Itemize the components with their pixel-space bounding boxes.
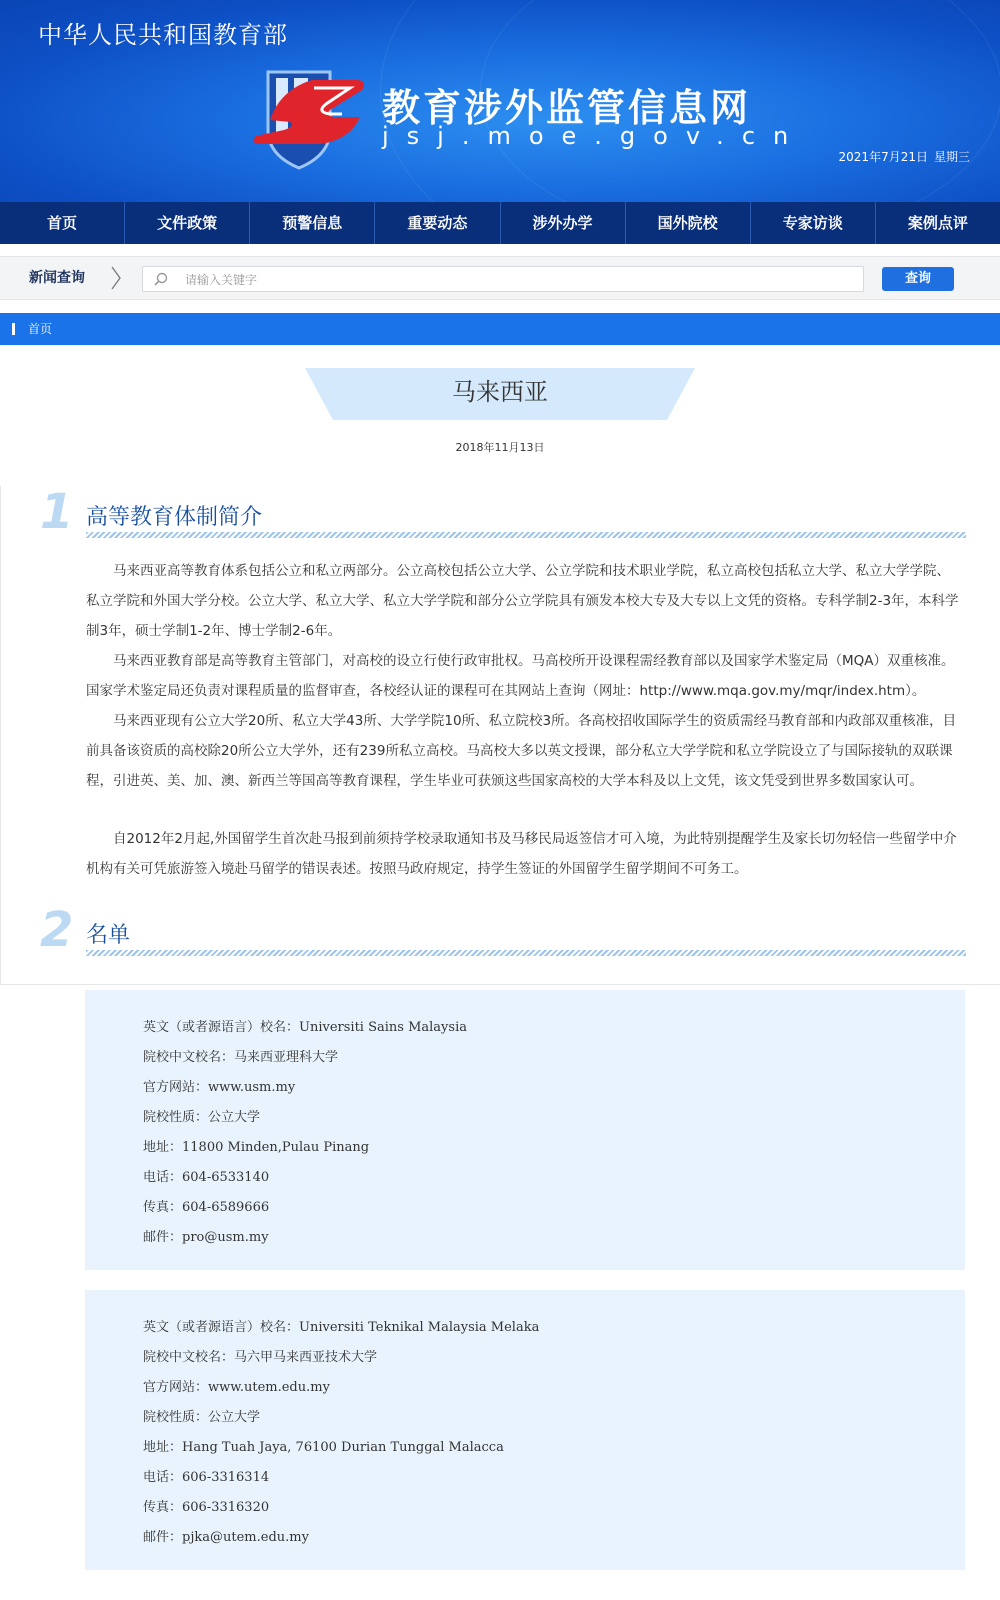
nav-expert-interviews[interactable]: 专家访谈: [751, 202, 876, 244]
school-cn-name: [143, 1046, 338, 1065]
breadcrumb-marker: [12, 323, 15, 335]
field-label: 地址：: [143, 1440, 183, 1455]
search-button[interactable]: 查询: [882, 267, 954, 291]
field-label: 邮件：: [143, 1530, 183, 1545]
school-fax: [143, 1196, 269, 1215]
school-type: [143, 1406, 260, 1425]
field-value: Universiti Teknikal Malaysia Melaka: [299, 1320, 540, 1335]
school-cn-name: [143, 1346, 377, 1365]
field-value: 604-6589666: [182, 1200, 270, 1215]
site-logo[interactable]: [250, 70, 368, 170]
article-paragraph: 马来西亚现有公立大学20所、私立大学43所、大学学院10所、私立院校3所。各高校招收国际学生的资质需经马教育部和内政部双重核准，目前具备该资质的高校除20所公立大学外，还有239所私立高校。马高校大多以英文授课，部分私立大学学院和私立学院设立了与国际接轨的双联课程，引进英、美、加、澳、新西兰等国高等教育课程，学生毕业可获颁这些国家高校的大学本科及以上文凭，该文凭受到世界多数国家认可。: [86, 713, 957, 789]
field-label: 官方网站：: [143, 1080, 209, 1095]
school-email: [143, 1526, 309, 1545]
search-input[interactable]: [183, 267, 847, 293]
field-value: 公立大学: [208, 1410, 261, 1425]
search-icon: [153, 271, 169, 287]
weekday-text: 星期三: [933, 150, 970, 164]
section-title: 高等教育体制简介: [86, 505, 263, 530]
field-label: 电话：: [143, 1470, 183, 1485]
website-link[interactable]: www.utem.edu.my: [208, 1380, 330, 1395]
school-address: [143, 1136, 369, 1155]
school-phone: [143, 1466, 269, 1485]
school-en-name: [143, 1016, 467, 1035]
ministry-name[interactable]: 中华人民共和国教育部: [38, 21, 288, 49]
nav-foreign-education[interactable]: 涉外办学: [501, 202, 626, 244]
field-value: Hang Tuah Jaya, 76100 Durian Tunggal Malacca: [182, 1440, 504, 1455]
school-en-name: [143, 1316, 539, 1335]
field-label: 院校性质：: [143, 1110, 209, 1125]
page-title-banner: [305, 368, 695, 422]
field-label: 英文（或者源语言）校名：: [143, 1020, 300, 1035]
school-email: [143, 1226, 269, 1245]
current-date: [833, 148, 970, 165]
field-value: 马来西亚理科大学: [234, 1050, 339, 1065]
section-number: 2: [40, 902, 74, 958]
field-value: 马六甲马来西亚技术大学: [234, 1350, 378, 1365]
field-label: 传真：: [143, 1200, 183, 1215]
school-website: [143, 1376, 330, 1395]
section-divider: [86, 532, 966, 538]
school-address: [143, 1436, 504, 1455]
school-type: [143, 1106, 260, 1125]
school-card: [85, 1290, 965, 1570]
nav-home[interactable]: 首页: [0, 202, 125, 244]
nav-warnings[interactable]: 预警信息: [250, 202, 375, 244]
article-paragraph: 马来西亚高等教育体系包括公立和私立两部分。公立高校包括公立大学、公立学院和技术职业学院，私立高校包括私立大学、私立大学学院、私立学院和外国大学分校。公立大学、私立大学、私立大学学院和部分公立学院具有颁发本校大专及大专以上文凭的资格。专科学制2-3年，本科学制3年，硕士学制1-2年、博士学制2-6年。: [86, 563, 959, 639]
field-value: 11800 Minden,Pulau Pinang: [182, 1140, 370, 1155]
breadcrumb: [0, 313, 1000, 345]
site-url: jsj.moe.gov.cn: [382, 122, 807, 150]
field-label: 传真：: [143, 1500, 183, 1515]
field-label: 院校中文校名：: [143, 1050, 235, 1065]
field-value: 公立大学: [208, 1110, 261, 1125]
nav-case-reviews[interactable]: 案例点评: [907, 214, 968, 232]
field-label: 英文（或者源语言）校名：: [143, 1320, 300, 1335]
search-field: [142, 266, 864, 292]
section-title: 名单: [86, 923, 131, 948]
field-value: 606-3316320: [182, 1500, 270, 1515]
field-value: 606-3316314: [182, 1470, 270, 1485]
section-number: 1: [40, 484, 74, 540]
field-label: 地址：: [143, 1140, 183, 1155]
main-nav: [0, 202, 1000, 244]
article-paragraph: 自2012年2月起,外国留学生首次赴马报到前须持学校录取通知书及马移民局返签信才可入境，为此特别提醒学生及家长切勿轻信一些留学中介机构有关可凭旅游签入境赴马留学的错误表述。按照马政府规定，持学生签证的外国留学生留学期间不可务工。: [86, 831, 957, 877]
section-divider: [86, 950, 966, 956]
chevron-right-icon: [110, 266, 122, 290]
school-phone: [143, 1166, 269, 1185]
school-fax: [143, 1496, 269, 1515]
news-search-bar: [0, 256, 1000, 300]
email-link[interactable]: pjka@utem.edu.my: [182, 1530, 309, 1545]
article-paragraph: 马来西亚教育部是高等教育主管部门，对高校的设立行使行政审批权。马高校所开设课程需经教育部以及国家学术鉴定局（MQA）双重核准。国家学术鉴定局还负责对课程质量的监督审查，各校经认证的课程可在其网站上查询（网址：http://www.mqa.gov.my/mqr/index.htm）。: [86, 653, 955, 699]
nav-policy-documents[interactable]: 文件政策: [125, 202, 250, 244]
school-card: [85, 990, 965, 1270]
breadcrumb-home[interactable]: 首页: [28, 322, 53, 336]
nav-foreign-institutions[interactable]: 国外院校: [626, 202, 751, 244]
school-website: [143, 1076, 295, 1095]
publish-date: 2018年11月13日: [455, 441, 545, 454]
news-search-label: 新闻查询: [29, 270, 85, 286]
site-title[interactable]: 教育涉外监管信息网: [382, 85, 752, 130]
field-label: 邮件：: [143, 1230, 183, 1245]
date-text: 2021年7月21日: [838, 150, 928, 164]
field-value: 604-6533140: [182, 1170, 270, 1185]
header-banner: [0, 0, 1000, 202]
nav-important-news[interactable]: 重要动态: [375, 202, 500, 244]
website-link[interactable]: www.usm.my: [208, 1080, 296, 1095]
field-label: 院校性质：: [143, 1410, 209, 1425]
field-label: 电话：: [143, 1170, 183, 1185]
field-label: 官方网站：: [143, 1380, 209, 1395]
field-value: Universiti Sains Malaysia: [299, 1020, 467, 1035]
page-title: 马来西亚: [452, 378, 548, 406]
field-label: 院校中文校名：: [143, 1350, 235, 1365]
email-link[interactable]: pro@usm.my: [182, 1230, 269, 1245]
